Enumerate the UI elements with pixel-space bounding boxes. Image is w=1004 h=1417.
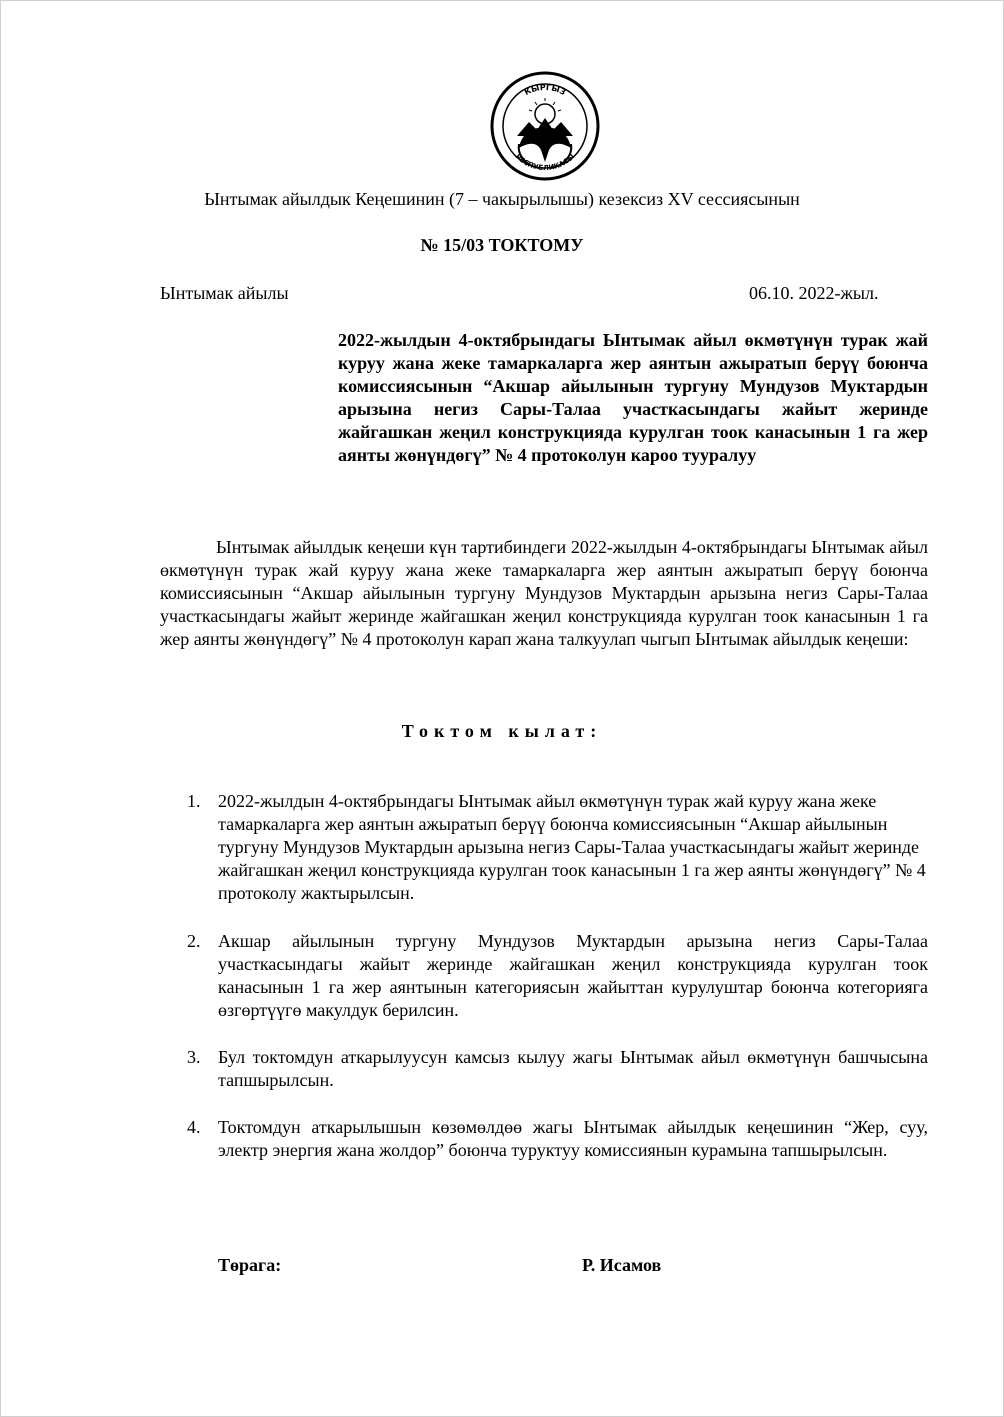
item-text: Бул токтомдун аткарылуусун камсыз кылуу жагы Ынтымак айыл өкмөтүнүн башчысына тапшырылсын.: [218, 1047, 928, 1090]
resolve-heading: Токтом кылат:: [401, 721, 603, 741]
chairman-name: Р. Исамов: [582, 1255, 662, 1275]
state-emblem-icon: [489, 70, 601, 182]
document-subject: 2022-жылдын 4-октябрындагы Ынтымак айыл өкмөтүнүн турак жай куруу жана жеке тамаркаларга жер аянтын ажыратып берүү боюнча комиссиясынын “Акшар айылынын тургуну Мундузов Муктардын арызына негиз Сары-Талаа участкасындагы жайыт жеринде жайгашкан жеңил конструкцияда курулган тоок канасынын 1 га жер аянты жөнүндөгү” № 4 протоколун кароо тууралуу: [338, 330, 928, 465]
document-date: 06.10. 2022-жыл.: [749, 283, 879, 303]
resolution-item: [187, 930, 928, 1022]
document-title: № 15/03 ТОКТОМУ: [420, 235, 584, 255]
resolution-item: [187, 790, 928, 905]
resolution-item: [187, 1116, 928, 1162]
svg-text:КЫРГЫЗ: [523, 83, 568, 97]
item-number: 4.: [187, 1117, 201, 1137]
item-number: 3.: [187, 1047, 201, 1067]
item-text: Токтомдун аткарылышын көзөмөлдөө жагы Ынтымак айылдык кеңешинин “Жер, суу, электр энергия жана жолдор” боюнча туруктуу комиссиянын курамына тапшырылсын.: [218, 1117, 928, 1160]
item-number: 2.: [187, 931, 201, 951]
place-of-issue: Ынтымак айылы: [160, 283, 289, 303]
preamble-paragraph: Ынтымак айылдык кеңеши күн тартибиндеги 2022-жылдын 4-октябрындагы Ынтымак айыл өкмөтүнүн турак жай куруу жана жеке тамаркаларга жер аянтын ажыратып берүү боюнча комиссиясынын “Акшар айылынын тургуну Мундузов Муктардын арызына негиз Сары-Талаа участкасындагы жайыт жеринде жайгашкан жеңил конструкцияда курулган тоок канасынын 1 га жер аянты жөнүндөгү” № 4 протоколун карап жана талкуулап чыгып Ынтымак айылдык кеңеши:: [160, 537, 928, 649]
emblem-top-text: КЫРГЫЗ: [522, 82, 568, 98]
resolution-item: [187, 1046, 928, 1092]
item-text: 2022-жылдын 4-октябрындагы Ынтымак айыл өкмөтүнүн турак жай куруу жана жеке тамаркаларга жер аянтын ажыратып берүү боюнча комиссиясынын “Акшар айылынын тургуну Мундузов Муктардын арызына негиз Сары-Талаа участкасындагы жайыт жеринде жайгашкан жеңил конструкцияда курулган тоок канасынын 1 га жер аянты жөнүндөгү” № 4 протоколу жактырылсын.: [218, 791, 926, 903]
emblem-bottom-text: РЕСПУБЛИКАСЫ: [513, 152, 577, 173]
chairman-label: Төрага:: [218, 1255, 282, 1275]
item-text: Акшар айылынын тургуну Мундузов Муктардын арызына негиз Сары-Талаа участкасындагы жайыт жеринде жайгашкан жеңил конструкцияда курулган тоок канасынын 1 га жер аянтынын категориясын жайыттан курулуштар боюнча котегорияга өзгөртүүгө макулдук берилсин.: [218, 931, 928, 1020]
item-number: 1.: [187, 791, 201, 811]
council-session-line: Ынтымак айылдык Кеңешинин (7 – чакырылышы) кезексиз XV сессиясынын: [204, 189, 800, 209]
